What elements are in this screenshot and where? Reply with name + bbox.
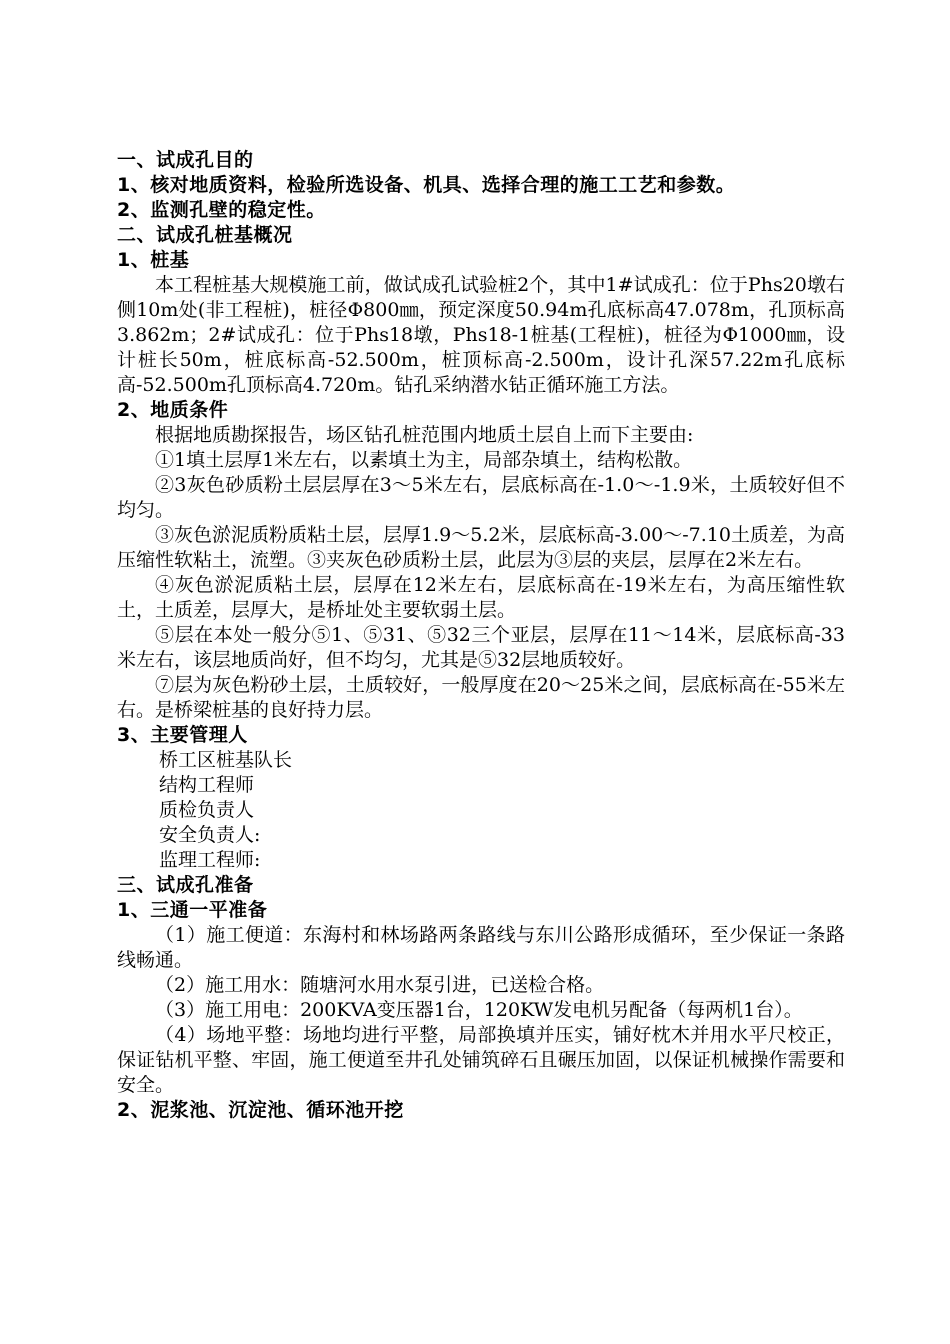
geology-layer-3: ③灰色淤泥质粉质粘土层，层厚1.9～5.2米，层底标高-3.00～-7.10土质差，为高压缩性软粘土，流塑。③夹灰色砂质粉土层，此层为③层的夹层，层厚在2米左右。: [117, 524, 845, 571]
geology-layer-1: ①1填土层厚1米左右，以素填土为主，局部杂填土，结构松散。: [155, 449, 693, 471]
geology-layer-2: ②3灰色砂质粉土层层厚在3～5米左右，层底标高在-1.0～-1.9米，土质较好但不均匀。: [117, 474, 845, 521]
document-page: [117, 148, 845, 1123]
geology-layer-7: ⑦层为灰色粉砂土层，土质较好，一般厚度在20～25米之间，层底标高在-55米左右。是桥梁桩基的良好持力层。: [117, 674, 845, 721]
manager-supervising-engineer: 监理工程师:: [159, 849, 261, 871]
subsection-2-1-title: 1、桩基: [117, 249, 190, 271]
pile-overview-paragraph: 本工程桩基大规模施工前，做试成孔试验桩2个，其中1#试成孔：位于Phs20墩右侧10m处(非工程桩)，桩径Φ800㎜，预定深度50.94m孔底标高47.078m，孔顶标高3.862m；2#试成孔：位于Phs18墩，Phs18-1桩基(工程桩)，桩径为Φ1000㎜，设计桩长50m，桩底标高-52.500m，桩顶标高-2.500m，设计孔深57.22m孔底标高-52.500m孔顶标高4.720m。钻孔采纳潜水钻正循环施工方法。: [117, 274, 845, 396]
section-1-item-1: 1、核对地质资料，检验所选设备、机具、选择合理的施工工艺和参数。: [117, 174, 736, 196]
manager-structural-engineer: 结构工程师: [159, 774, 255, 796]
section-2-title: 二、试成孔桩基概况: [117, 224, 293, 246]
section-3-title: 三、试成孔准备: [117, 874, 254, 896]
manager-pile-team-leader: 桥工区桩基队长: [159, 749, 293, 771]
section-1-item-2: 2、监测孔壁的稳定性。: [117, 199, 326, 221]
prep-item-road: （1）施工便道：东海村和林场路两条路线与东川公路形成循环，至少保证一条路线畅通。: [117, 924, 845, 971]
section-1-title: 一、试成孔目的: [117, 149, 254, 171]
geology-layer-5: ⑤层在本处一般分⑤1、⑤31、⑤32三个亚层，层厚在11～14米，层底标高-33米左右，该层地质尚好，但不均匀，尤其是⑤32层地质较好。: [117, 624, 845, 671]
subsection-3-1-title: 1、三通一平准备: [117, 899, 268, 921]
geology-intro: 根据地质勘探报告，场区钻孔桩范围内地质土层自上而下主要由:: [155, 424, 694, 446]
subsection-2-2-title: 2、地质条件: [117, 399, 229, 421]
geology-layer-4: ④灰色淤泥质粘土层，层厚在12米左右，层底标高在-19米左右，为高压缩性软土，土质差，层厚大，是桥址处主要软弱土层。: [117, 574, 845, 621]
prep-item-power: （3）施工用电：200KVA变压器1台，120KW发电机另配备（每两机1台）。: [155, 999, 803, 1021]
prep-item-water: （2）施工用水：随塘河水用水泵引进，已送检合格。: [155, 974, 605, 996]
manager-safety-officer: 安全负责人:: [159, 824, 261, 846]
subsection-2-3-title: 3、主要管理人: [117, 724, 248, 746]
subsection-3-2-title: 2、泥浆池、沉淀池、循环池开挖: [117, 1099, 404, 1121]
prep-item-site-leveling: （4）场地平整：场地均进行平整，局部换填并压实，铺好枕木并用水平尺校正，保证钻机平整、牢固，施工便道至井孔处铺筑碎石且碾压加固，以保证机械操作需要和安全。: [117, 1024, 845, 1096]
manager-quality-inspector: 质检负责人: [159, 799, 255, 821]
